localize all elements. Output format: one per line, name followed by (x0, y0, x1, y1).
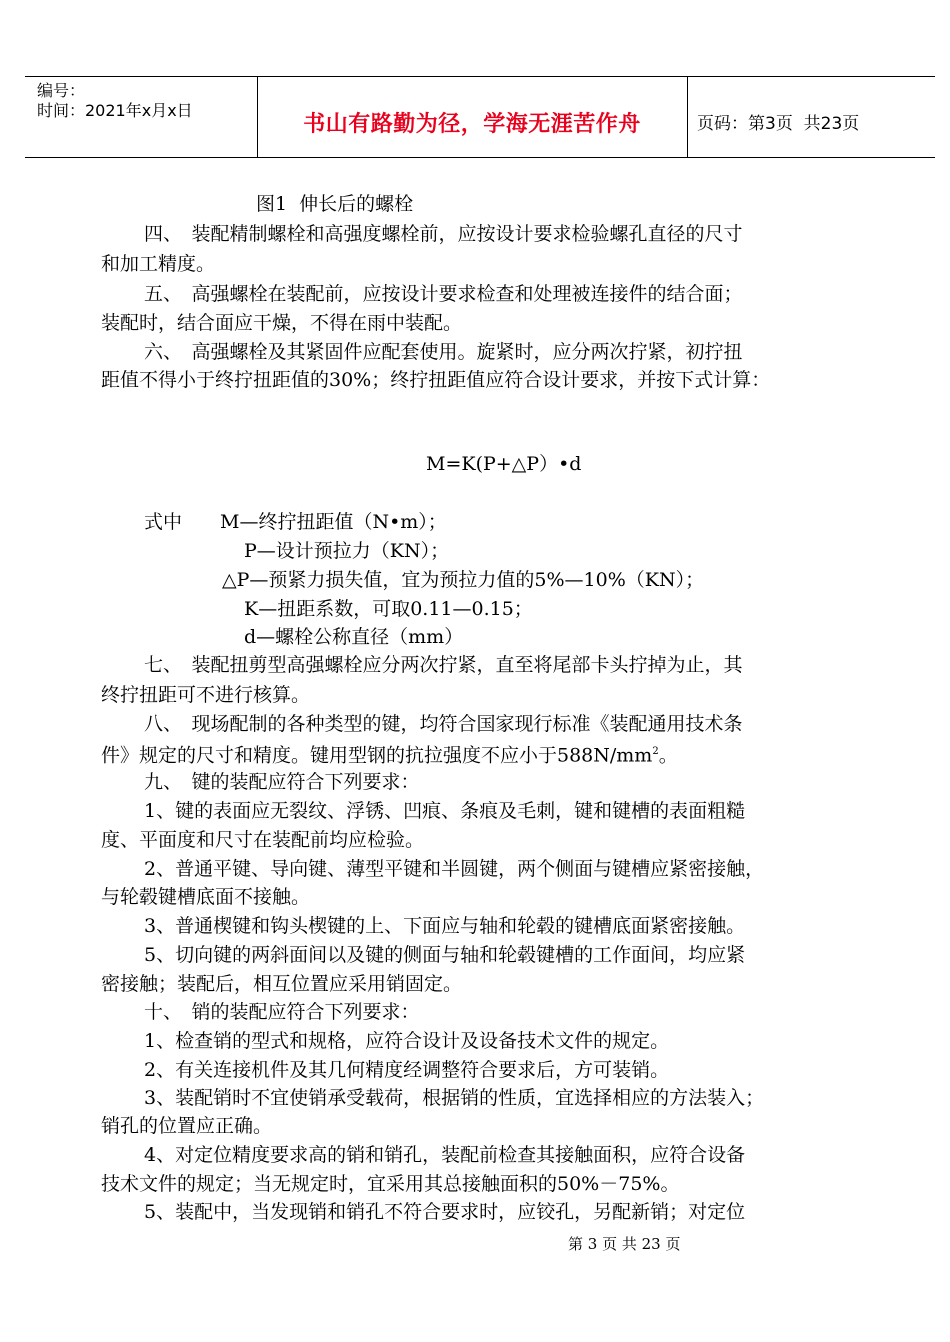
paragraph-line: 和加工精度。 (101, 253, 216, 275)
body-line: 密接触；装配后，相互位置应采用销固定。 (101, 973, 463, 995)
body-line: 八、 现场配制的各种类型的键，均符合国家现行标准《装配通用技术条 (144, 713, 743, 735)
paragraph-line: 六、 高强螺栓及其紧固件应配套使用。旋紧时，应分两次拧紧，初拧扭 (144, 341, 743, 363)
formula: M=K(P+△P）•d (426, 453, 582, 475)
definition-line: K—扭距系数，可取0.11—0.15； (244, 598, 533, 620)
page-footer: 第 3 页 共 23 页 (568, 1235, 681, 1253)
paragraph-line: 五、 高强螺栓在装配前，应按设计要求检查和处理被连接件的结合面； (144, 283, 743, 305)
paragraph-line: 四、 装配精制螺栓和高强度螺栓前，应按设计要求检验螺孔直径的尺寸 (144, 223, 743, 245)
body-line: 终拧扭距可不进行核算。 (101, 684, 311, 706)
superscript: 2 (652, 746, 659, 757)
body-line: 销孔的位置应正确。 (101, 1115, 273, 1137)
body-line: 1、键的表面应无裂纹、浮锈、凹痕、条痕及毛刺，键和键槽的表面粗糙 (144, 800, 746, 822)
paragraph-line: 装配时，结合面应干燥，不得在雨中装配。 (101, 312, 463, 334)
body-line: 5、切向键的两斜面间以及键的侧面与轴和轮毂键槽的工作面间，均应紧 (144, 944, 746, 966)
body-line: 九、 键的装配应符合下列要求： (144, 771, 420, 793)
body-line: 十、 销的装配应符合下列要求： (144, 1001, 420, 1023)
time-label: 时间：2021年x月x日 (37, 101, 193, 120)
definition-line: △P—预紧力损失值，宜为预拉力值的5%—10%（KN）； (222, 569, 705, 591)
header-page-code: 页码：第3页 共23页 (697, 114, 860, 134)
body-line: 1、检查销的型式和规格，应符合设计及设备技术文件的规定。 (144, 1030, 670, 1052)
body-line: 3、装配销时不宜使销承受载荷，根据销的性质，宜选择相应的方法装入； (144, 1087, 765, 1109)
body-line: 度、平面度和尺寸在装配前均应检验。 (101, 829, 425, 851)
number-label: 编号： (37, 81, 86, 100)
body-line: 4、对定位精度要求高的销和销孔，装配前检查其接触面积，应符合设备 (144, 1144, 746, 1166)
figure-caption: 图1 伸长后的螺栓 (256, 193, 414, 215)
body-line: 件》规定的尺寸和精度。键用型钢的抗拉强度不应小于$588N/mm^2$。 (101, 744, 678, 767)
definition-line: 式中 M—终拧扭距值（N•m）； (144, 511, 447, 533)
body-line: 2、有关连接机件及其几何精度经调整符合要求后，方可装销。 (144, 1059, 670, 1081)
body-line: 5、装配中，当发现销和销孔不符合要求时，应铰孔，另配新销；对定位 (144, 1201, 746, 1223)
paragraph-line: 距值不得小于终拧扭距值的30%；终拧扭距值应符合设计要求，并按下式计算： (101, 369, 771, 391)
definition-line: P—设计预拉力（KN）； (244, 540, 450, 562)
header-motto: 书山有路勤为径，学海无涯苦作舟 (303, 112, 641, 137)
body-line: 技术文件的规定；当无规定时，宜采用其总接触面积的50%－75%。 (101, 1173, 680, 1195)
body-line: 2、普通平键、导向键、薄型平键和半圆键，两个侧面与键槽应紧密接触， (144, 858, 765, 880)
page-header (25, 76, 935, 158)
body-line: 3、普通楔键和钩头楔键的上、下面应与轴和轮毂的键槽底面紧密接触。 (144, 915, 746, 937)
definition-line: d—螺栓公称直径（mm） (244, 626, 464, 648)
body-line: 与轮毂键槽底面不接触。 (101, 886, 311, 908)
header-divider (687, 77, 688, 157)
header-left-cell (37, 81, 193, 121)
body-line: 七、 装配扭剪型高强螺栓应分两次拧紧，直至将尾部卡头拧掉为止，其 (144, 654, 743, 676)
